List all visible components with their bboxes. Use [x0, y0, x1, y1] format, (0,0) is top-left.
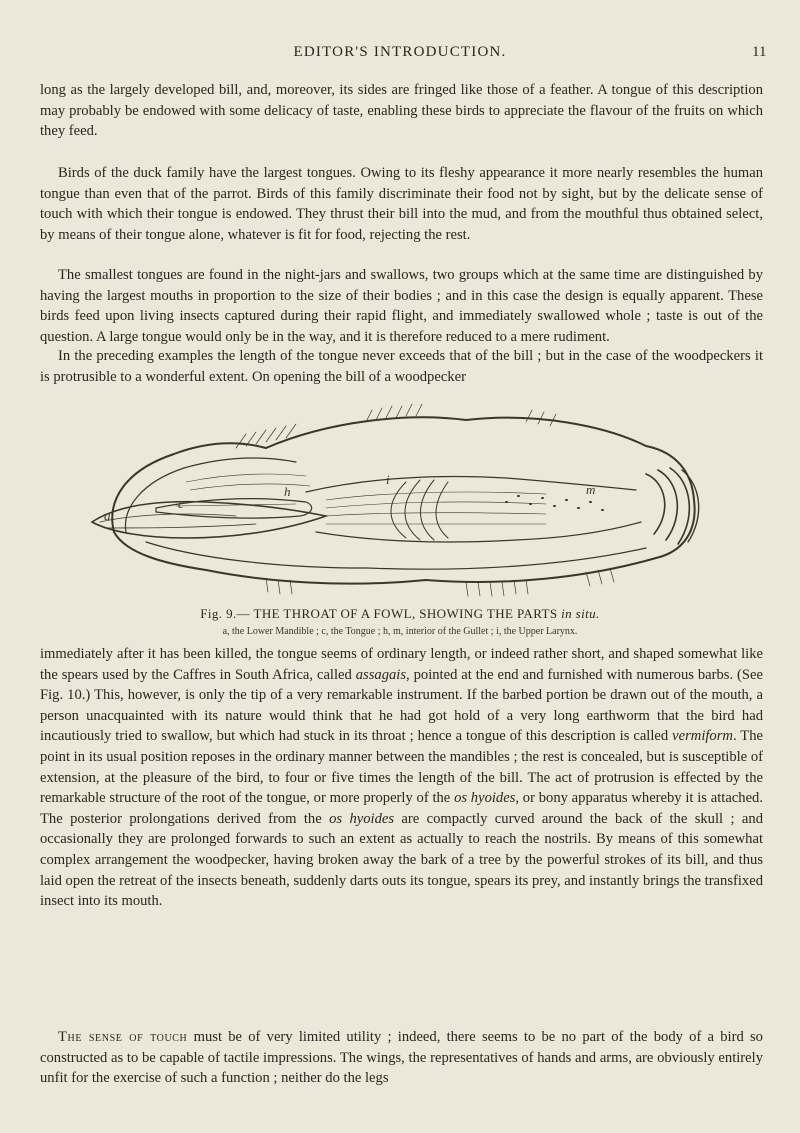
paragraph-2: Birds of the duck family have the largest tongues. Owing to its fleshy appearance it more nearly resembles the human tongue than even that of the parrot. Birds of this family discriminate their food not by sight, but by the delicate sense of touch with which their tongue is endowed. They thrust their bill into the mud, and from the mouthful thus obtained select, by means of their tongue alone, whatever is fit for food, rejecting the rest. — [40, 165, 763, 243]
figure-caption — [0, 606, 800, 622]
p6-lead-small-caps: The sense of touch — [58, 1029, 188, 1045]
paragraph-3: The smallest tongues are found in the night-jars and swallows, two groups which at the same time are distinguished by having the largest mouths in proportion to the size of their bodies ; and in this case the design is equally apparent. These birds feed upon living insects captured during their rapid flight, and immediately swallowed whole ; taste is out of the question. A large tongue would only be in the way, and it is therefore reduced to a mere rudiment. — [40, 267, 763, 345]
figure-caption-main: Fig. 9.— THE THROAT OF A FOWL, SHOWING THE PARTS — [200, 606, 562, 621]
paragraph-5 — [40, 644, 763, 912]
paragraph-6 — [40, 1027, 763, 1089]
label-c: c — [178, 496, 184, 511]
label-i: i — [386, 472, 390, 487]
paragraph-4: In the preceding examples the length of the tongue never exceeds that of the bill ; but in the case of the woodpeckers it is protrusible to a wonderful extent. On opening the bill of a woodpecker — [40, 348, 763, 385]
p5-text-i: are compactly curved around the back of the skull ; and occasionally they are prolonged forwards to such an extent as actually to reach the nostrils. By means of this somewhat complex arrangement the woodpecker, having broken away the bark of a tree by the powerful strokes of its bill, and thus laid open the retreat of the insects beneath, suddenly darts outs its tongue, spears its prey, and instantly brings the transfixed insect into its mouth. — [40, 810, 763, 910]
label-h: h — [284, 484, 291, 499]
p6-text: must be of very limited utility ; indeed, there seems to be no part of the body of a bird so constructed as to be capable of tactile impressions. The wings, the representatives of hands and arms, are obviously entirely unfit for the exercise of such a function ; neither do the legs — [40, 1029, 763, 1087]
throat-of-fowl-illustration — [86, 382, 720, 600]
figure-caption-italic: in situ. — [561, 606, 600, 621]
p5-text-e: . The point in its usual position reposes in the ordinary manner between the mandibles ; the rest is concealed, but is susceptible of extension, at the pleasure of the bird, to four or five times the length of the bill. The act of protrusion is effected by the remarkable structure of the root of the tongue, or more properly of the — [40, 728, 763, 807]
p5-text-g: , or bony apparatus whereby it is attached. The posterior prolongations derived from the — [40, 790, 764, 827]
label-a: a — [104, 508, 111, 523]
p5-term-os-hyoides-1: os hyoides — [454, 790, 516, 807]
p5-text-a: immediately after it has been killed, the tongue seems of ordinary length, or indeed rather short, and shaped somewhat like the spears used by the Caffres in South Africa, called — [40, 646, 763, 683]
throat-engraving — [86, 382, 720, 600]
page-number: 11 — [752, 44, 767, 60]
running-title: EDITOR'S INTRODUCTION. — [293, 44, 507, 60]
p5-term-os-hyoides-2: os hyoides — [329, 810, 395, 827]
p5-text-c: , pointed at the end and furnished with numerous barbs. (See Fig. 10.) This, however, is only the tip of a very remarkable instrument. If the barbed portion be drawn out of the mouth, a person unacquainted with its nature would think that he had got hold of a very long earthworm that the bird had incautiously tried to swallow, but which had stuck in its throat ; hence a tongue of this description is called — [40, 666, 763, 745]
figure-legend: a, the Lower Mandible ; c, the Tongue ; h, m, interior of the Gullet ; i, the Upper Larynx. — [222, 626, 578, 637]
paragraph-1: long as the largely developed bill, and, moreover, its sides are fringed like those of a feather. A tongue of this description may probably be endowed with some delicacy of taste, enabling these birds to appreciate the flavour of the fruits on which they feed. — [40, 82, 763, 140]
p5-term-vermiform: vermiform — [672, 728, 733, 745]
p5-term-assagais: assagais — [355, 666, 407, 683]
label-m: m — [586, 482, 596, 497]
